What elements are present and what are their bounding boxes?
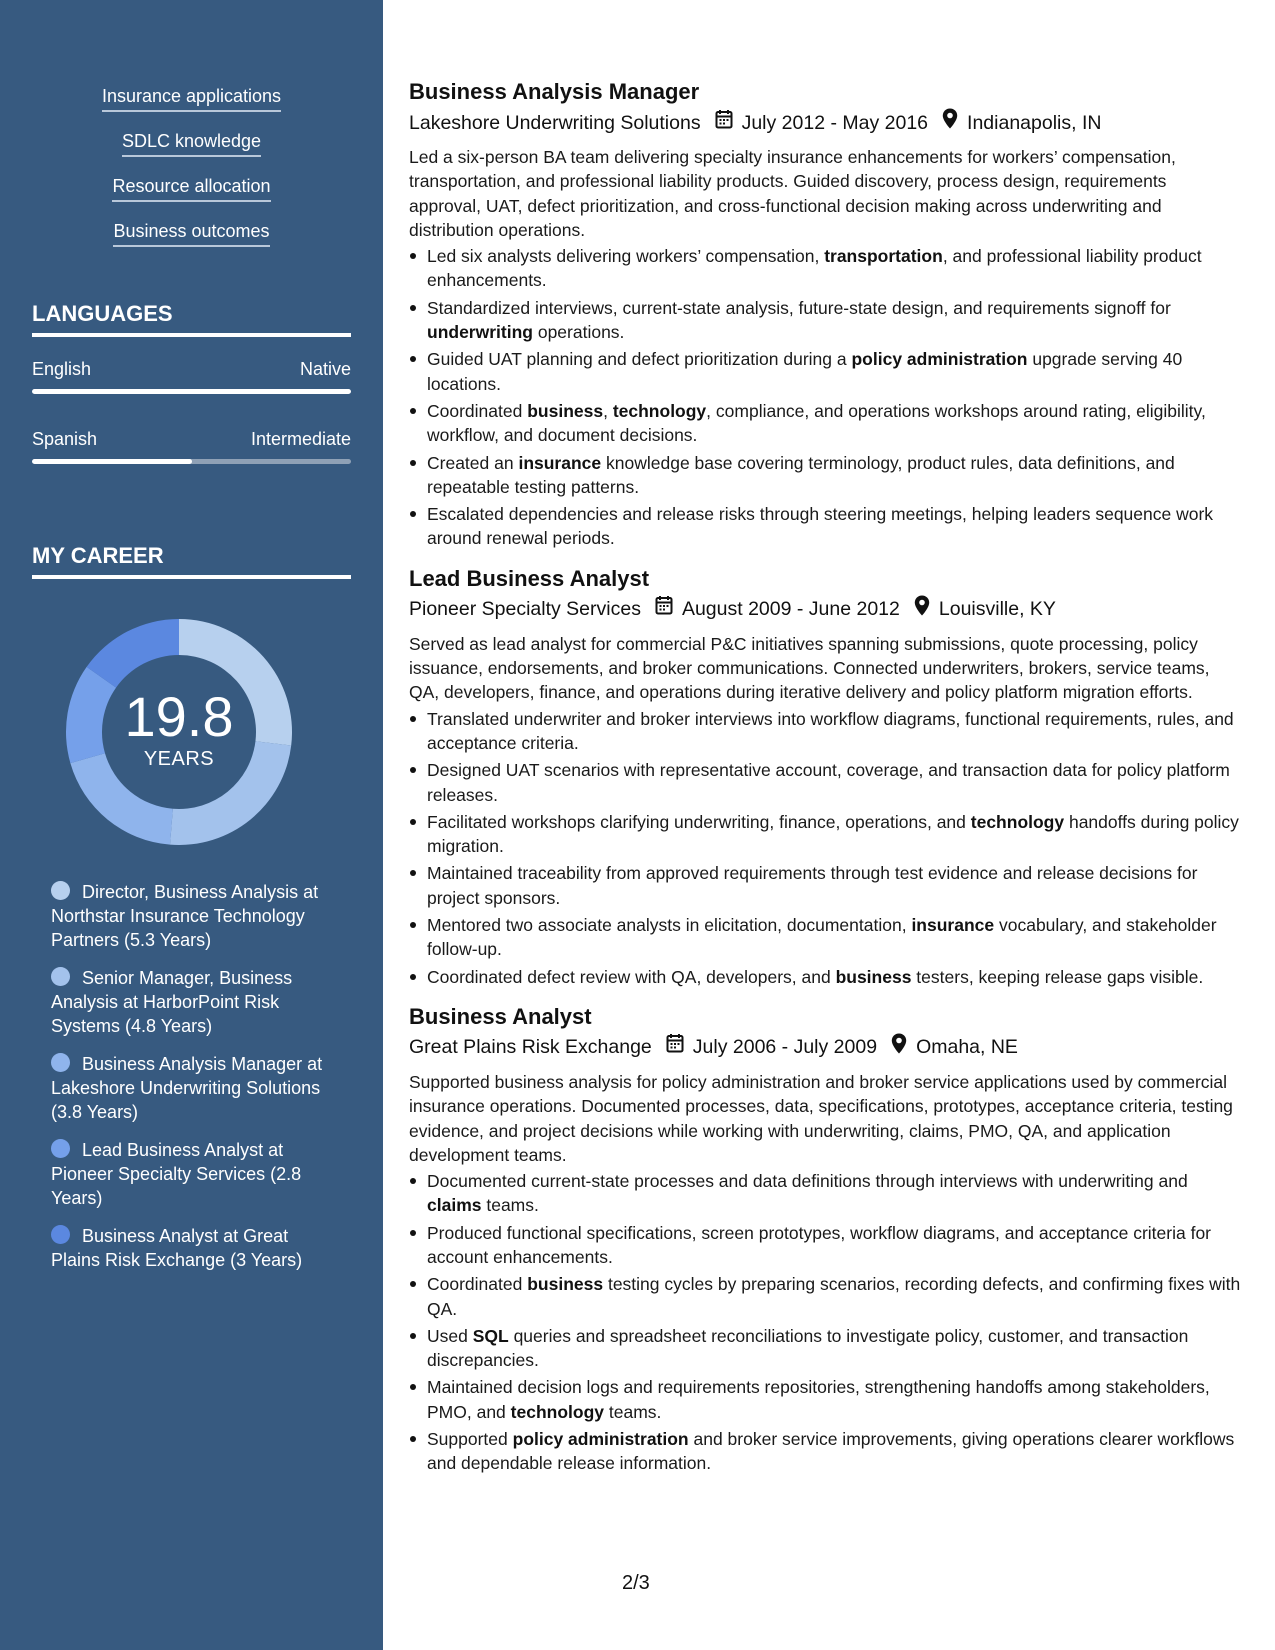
language-bar [32,459,351,464]
skills-list [0,86,383,266]
language-bar-fill [32,389,351,394]
language-bar [32,389,351,394]
skill-tag: Resource allocation [112,176,270,202]
job-bullet: Produced functional specifications, screen prototypes, workflow diagrams, and acceptance criteria for account enhancements. [409,1221,1241,1270]
career-legend-text: Business Analysis Manager at Lakeshore Underwriting Solutions (3.8 Years) [51,1054,323,1122]
job-company: Pioneer Specialty Services [409,598,641,621]
job-meta [409,1033,1241,1062]
job-title: Lead Business Analyst [409,565,650,591]
career-legend-item [51,966,341,1038]
career-legend-text: Senior Manager, Business Analysis at HarborPoint Risk Systems (4.8 Years) [51,968,293,1036]
experience-section [409,78,1241,1490]
job-dates: August 2009 - June 2012 [681,598,900,621]
career-legend-item [51,1138,341,1210]
location-pin-icon [914,595,930,624]
job-bullets [409,1169,1241,1476]
career-legend-item [51,1224,341,1272]
legend-dot-icon [51,881,70,900]
calendar-icon [715,109,733,137]
career-heading: MY CAREER [32,543,351,579]
job-title: Business Analysis Manager [409,79,700,104]
calendar-icon [666,1033,684,1061]
skill-tag: SDLC knowledge [122,131,261,157]
legend-dot-icon [51,1053,70,1072]
job-description: Led a six-person BA team delivering specialty insurance enhancements for workers’ compensation, transportation, and professional liability products. Guided discovery, process design, requirements approval, UAT, defect prioritization, and cross-functional decision making across underwriting and distribution operations. [409,147,1176,240]
job-company: Great Plains Risk Exchange [409,1036,652,1059]
job-bullet: Escalated dependencies and release risks through steering meetings, helping leaders sequence work around renewal periods. [409,502,1241,551]
language-english [32,358,351,394]
language-level: Intermediate [250,429,351,449]
job-bullet: Led six analysts delivering workers’ compensation, transportation, and professional liability product enhancements. [409,244,1241,293]
job-company: Lakeshore Underwriting Solutions [409,111,701,134]
page-number: 2/3 [622,1572,650,1594]
career-legend-text: Director, Business Analysis at Northstar Insurance Technology Partners (5.3 Years) [51,882,319,950]
job-bullet: Standardized interviews, current-state analysis, future-state design, and requirements signoff for underwriting operations. [409,296,1241,345]
sidebar [0,0,383,1650]
language-name: English [32,359,92,379]
job-bullet: Designed UAT scenarios with representative account, coverage, and transaction data for policy platform releases. [409,758,1241,807]
job-description: Served as lead analyst for commercial P&C initiatives spanning submissions, quote processing, policy issuance, endorsements, and broker communications. Connected underwriters, brokers, service teams, QA, developers, finance, and operations during iterative delivery and policy platform migration efforts. [409,633,1210,703]
skill-tag: Business outcomes [113,221,269,247]
job-bullet: Coordinated business testing cycles by preparing scenarios, recording defects, and confirming fixes with QA. [409,1272,1241,1321]
career-legend [51,880,341,1286]
job-title: Business Analyst [409,1003,592,1029]
job-bullet: Coordinated business, technology, compliance, and operations workshops around rating, eligibility, workflow, and document decisions. [409,399,1241,448]
career-total-years: 19.8 [124,685,234,748]
job-bullet: Created an insurance knowledge base covering terminology, product rules, data definitions, and repeatable testing patterns. [409,451,1241,500]
language-spanish [32,428,351,464]
job-bullet: Coordinated defect review with QA, developers, and business testers, keeping release gaps visible. [409,965,1241,989]
calendar-icon [655,595,673,623]
job-bullet: Facilitated workshops clarifying underwriting, finance, operations, and technology handoffs during policy migration. [409,810,1241,859]
job-entry [409,565,1241,989]
job-dates: July 2012 - May 2016 [741,111,929,134]
job-bullet: Maintained decision logs and requirements repositories, strengthening handoffs among stakeholders, PMO, and technology teams. [409,1375,1241,1424]
job-meta [409,595,1241,624]
location-pin-icon [942,108,958,137]
career-donut-chart [66,619,292,845]
job-location: Louisville, KY [938,598,1056,621]
job-dates: July 2006 - July 2009 [692,1036,878,1059]
career-legend-text: Business Analyst at Great Plains Risk Exchange (3 Years) [51,1226,303,1270]
languages-heading: LANGUAGES [32,301,351,337]
skill-tag: Insurance applications [102,86,281,112]
language-name: Spanish [32,429,98,449]
job-bullet: Guided UAT planning and defect prioritization during a policy administration upgrade serving 40 locations. [409,347,1241,396]
job-bullet: Documented current-state processes and data definitions through interviews with underwriting and claims teams. [409,1169,1241,1218]
job-description: Supported business analysis for policy administration and broker service applications used by commercial insurance operations. Documented processes, data, specifications, prototypes, acceptance criteria, testing evidence, and project decisions while working with underwriting, claims, PMO, QA, and application development teams. [409,1071,1233,1165]
location-pin-icon [891,1033,907,1062]
career-legend-text: Lead Business Analyst at Pioneer Specialty Services (2.8 Years) [51,1140,302,1208]
career-legend-item [51,880,341,952]
job-bullet: Used SQL queries and spreadsheet reconciliations to investigate policy, customer, and transaction discrepancies. [409,1324,1241,1373]
legend-dot-icon [51,1225,70,1244]
job-entry [409,1003,1241,1476]
job-entry [409,78,1241,551]
job-bullet: Supported policy administration and broker service improvements, giving operations clearer workflows and dependable release information. [409,1427,1241,1476]
job-bullet: Translated underwriter and broker interviews into workflow diagrams, functional requirements, rules, and acceptance criteria. [409,707,1241,756]
job-location: Indianapolis, IN [967,111,1102,134]
legend-dot-icon [51,967,70,986]
legend-dot-icon [51,1139,70,1158]
language-bar-fill [32,459,192,464]
job-bullet: Mentored two associate analysts in elicitation, documentation, insurance vocabulary, and stakeholder follow-up. [409,913,1241,962]
job-bullet: Maintained traceability from approved requirements through test evidence and release decisions for project sponsors. [409,861,1241,910]
job-meta [409,108,1241,137]
job-location: Omaha, NE [916,1036,1018,1059]
career-legend-item [51,1052,341,1124]
job-bullets [409,244,1241,551]
career-total-unit: YEARS [143,748,215,770]
language-level: Native [299,359,351,379]
job-bullets [409,707,1241,989]
